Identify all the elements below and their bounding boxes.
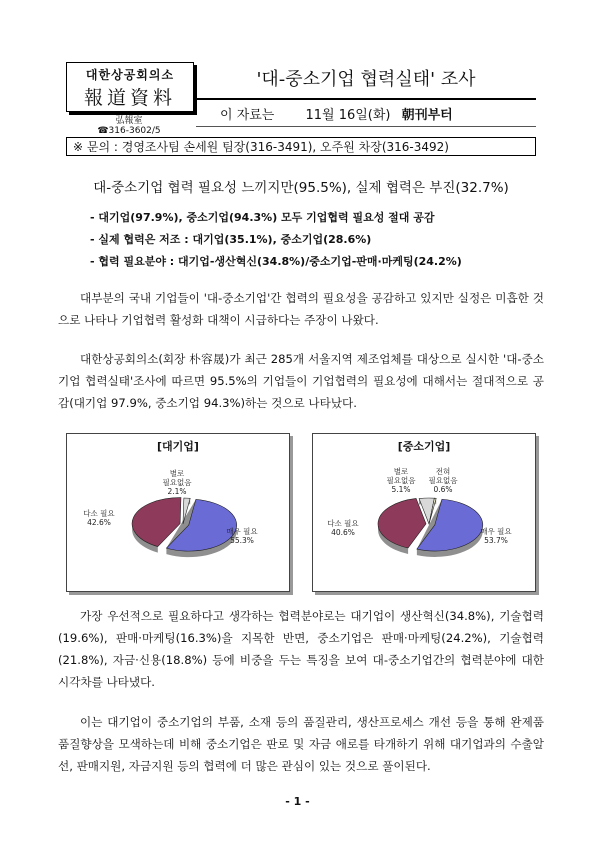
- slice-value-label: 40.6%: [331, 528, 355, 537]
- slice-label: 전혀: [435, 467, 451, 476]
- paragraph: 대부분의 국내 기업들이 '대-중소기업'간 협력의 필요성을 공감하고 있지만 실정은 미흡한 것으로 나타나 기업협력 활성화 대책이 시급하다는 주장이 나왔다.: [58, 291, 544, 327]
- slice-label: 별로: [169, 469, 185, 478]
- chart-sme: [312, 433, 536, 592]
- slice-label: 매우 필요: [226, 527, 258, 536]
- office-info: [66, 116, 192, 136]
- office-name: 弘報室: [115, 116, 143, 126]
- org-name: 대한상공회의소: [85, 68, 175, 82]
- document-title: '대-중소기업 협력실태' 조사: [256, 69, 476, 90]
- release-info: [196, 104, 536, 127]
- release-date: 11월 16일(화): [305, 108, 391, 123]
- slice-label: 매우 필요: [480, 527, 512, 536]
- release-edition: 朝刊부터: [401, 108, 453, 123]
- slice-label: 다소 필요: [327, 519, 359, 528]
- slice-label: 별로: [393, 467, 409, 476]
- slice-value-label: 0.6%: [433, 485, 453, 494]
- contact-box: ※ 문의 : 경영조사팀 손세원 팀장(316-3491), 오주원 차장(316-3492): [66, 137, 536, 156]
- office-phone: ☎316-3602/5: [97, 126, 161, 136]
- summary-bullets: [90, 207, 540, 273]
- slice-label: 필요없음: [428, 476, 458, 485]
- chart-title: [대기업]: [157, 440, 199, 453]
- release-prefix: 이 자료는: [220, 108, 275, 123]
- title-row: [196, 62, 536, 100]
- paragraph: 대한상공회의소(회장 朴容晟)가 최근 285개 서울지역 제조업체를 대상으로 실시한 '대-중소기업 협력실태'조사에 따르면 95.5%의 기업들이 기업협력의 필요성에 대해서는 절대적으로 공감(대기업 97.9%, 중소기업 94.3%)하는 것으로 나타났다.: [58, 352, 544, 410]
- paragraph: 가장 우선적으로 필요하다고 생각하는 협력분야로는 대기업이 생산혁신(34.8%), 기술협력(19.6%), 판매·마케팅(16.3%)을 지목한 반면, 중소기업은 판매·마케팅(24.2%), 기술협력(21.8%), 자금·신용(18.8%) 등에 비중을 두는 특징을 보여 대-중소기업간의 협력분야에 대한 시각차를 나타냈다.: [58, 609, 544, 689]
- press-title: 報道資料: [83, 87, 176, 109]
- bullet-item: - 협력 필요분야 : 대기업-생산혁신(34.8%)/중소기업-판매·마케팅(24.2%): [90, 255, 462, 268]
- pie-chart-sme: [313, 434, 535, 591]
- headline: 대-중소기업 협력 필요성 느끼지만(95.5%), 실제 협력은 부진(32.7%): [93, 180, 509, 196]
- bullet-item: - 실제 협력은 저조 : 대기업(35.1%), 중소기업(28.6%): [90, 233, 372, 246]
- press-release-box: [66, 62, 194, 112]
- header-left: [66, 62, 194, 134]
- slice-value-label: 5.1%: [391, 485, 411, 494]
- pie-chart-large-firms: [67, 434, 289, 591]
- slice-value-label: 53.7%: [484, 536, 508, 545]
- bullet-item: - 대기업(97.9%), 중소기업(94.3%) 모두 기업협력 필요성 절대 공감: [90, 211, 435, 224]
- paragraph: 이는 대기업이 중소기업의 부품, 소재 등의 품질관리, 생산프로세스 개선 등을 통해 완제품 품질향상을 모색하는데 비해 중소기업은 판로 및 자금 애로를 타개하기 위해 대기업과의 수출알선, 판매지원, 자금지원 등의 협력에 더 많은 관심이 있는 것으로 풀이된다.: [58, 715, 544, 773]
- chart-large-firms: [66, 433, 290, 592]
- chart-title: [중소기업]: [397, 440, 451, 453]
- slice-value-label: 42.6%: [87, 518, 111, 527]
- slice-label: 필요없음: [162, 478, 192, 487]
- slice-label: 필요없음: [386, 476, 416, 485]
- slice-value-label: 2.1%: [167, 487, 187, 496]
- slice-label: 다소 필요: [83, 509, 115, 518]
- slice-value-label: 55.3%: [230, 536, 254, 545]
- page-number: - 1 -: [285, 795, 310, 808]
